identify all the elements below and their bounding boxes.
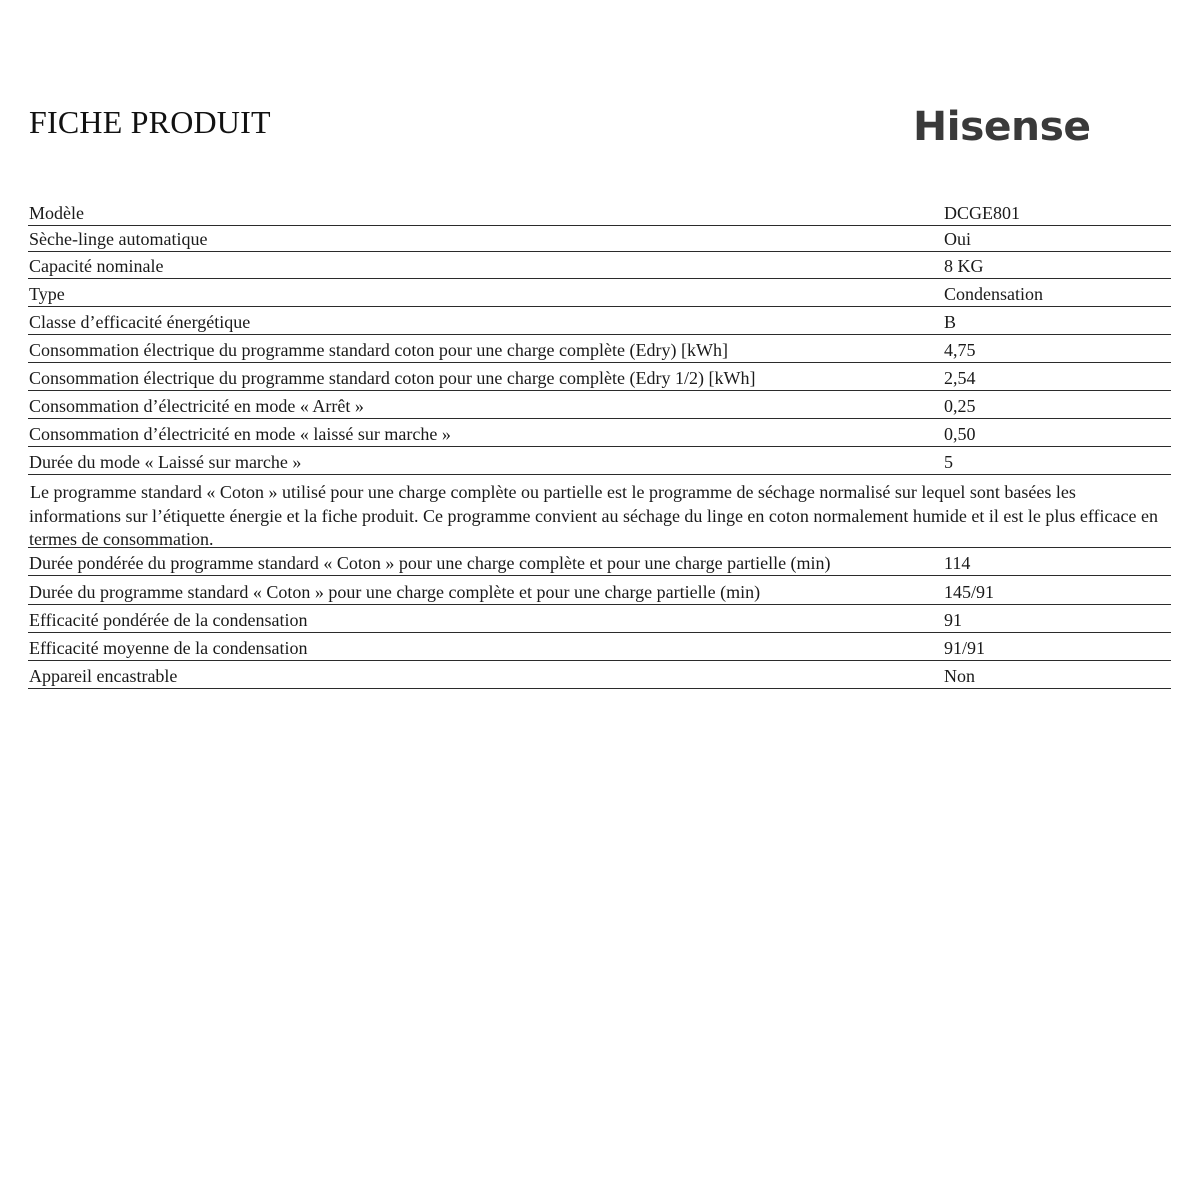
- row-label: Efficacité pondérée de la condensation: [29, 609, 308, 630]
- table-row: [28, 226, 1171, 253]
- row-label: Consommation d’électricité en mode « laissé sur marche »: [29, 424, 451, 444]
- row-label: Capacité nominale: [29, 255, 164, 276]
- row-value: 5: [944, 452, 953, 472]
- row-value: B: [944, 311, 957, 332]
- table-row: [28, 605, 1171, 633]
- page-title: FICHE PRODUIT: [29, 104, 271, 140]
- table-row: [28, 252, 1171, 279]
- brand-logo: Hisense: [913, 104, 1091, 150]
- table-row: [28, 633, 1171, 661]
- row-label: Appareil encastrable: [29, 666, 178, 686]
- row-value: 91: [944, 609, 962, 630]
- row-label: Durée pondérée du programme standard « Coton » pour une charge complète et pour une charge partielle (min): [29, 553, 831, 573]
- product-spec-table: [28, 199, 1171, 689]
- table-row: [28, 419, 1171, 447]
- row-label: Consommation d’électricité en mode « Arrêt »: [29, 396, 364, 416]
- row-value: 0,25: [944, 396, 976, 416]
- row-label: Classe d’efficacité énergétique: [29, 311, 251, 332]
- table-row: [28, 391, 1171, 419]
- row-value: Non: [944, 666, 975, 686]
- table-row: [28, 335, 1171, 363]
- row-label: Sèche-linge automatique: [29, 229, 208, 249]
- row-value: 114: [944, 553, 971, 573]
- row-value: 0,50: [944, 424, 976, 444]
- table-row: [28, 661, 1171, 690]
- row-label: Type: [29, 283, 65, 304]
- row-label: Durée du programme standard « Coton » pour une charge complète et pour une charge partielle (min): [29, 582, 761, 602]
- row-value: Condensation: [944, 283, 1043, 304]
- table-row: [28, 576, 1171, 605]
- row-value: 8 KG: [944, 255, 984, 276]
- row-value: 91/91: [944, 637, 986, 658]
- table-row: [28, 548, 1171, 576]
- table-row: [28, 307, 1171, 335]
- row-value: 2,54: [944, 368, 976, 388]
- table-note-row: [28, 475, 1171, 548]
- row-label: Efficacité moyenne de la condensation: [29, 637, 308, 658]
- row-label: Durée du mode « Laissé sur marche »: [29, 452, 302, 472]
- table-row: [28, 447, 1171, 475]
- row-value: 145/91: [944, 582, 995, 602]
- row-value: Oui: [944, 229, 971, 249]
- table-row: [28, 279, 1171, 307]
- row-value: 4,75: [944, 339, 976, 360]
- row-label: Consommation électrique du programme standard coton pour une charge complète (Edry 1/2) [kWh]: [29, 368, 756, 388]
- table-row: [28, 363, 1171, 392]
- row-label: Consommation électrique du programme standard coton pour une charge complète (Edry) [kWh]: [29, 339, 728, 360]
- row-value: DCGE801: [944, 202, 1020, 223]
- row-label: Modèle: [29, 202, 84, 223]
- note-text: Le programme standard « Coton » utilisé pour une charge complète ou partielle est le programme de séchage normalisé sur lequel sont basées les informations sur l’étiquette énergie et la fiche produit. Ce programme convient au séchage du linge en coton normalement humide et il est le plus efficace en termes de consommation.: [29, 482, 1158, 549]
- table-row: [28, 199, 1171, 226]
